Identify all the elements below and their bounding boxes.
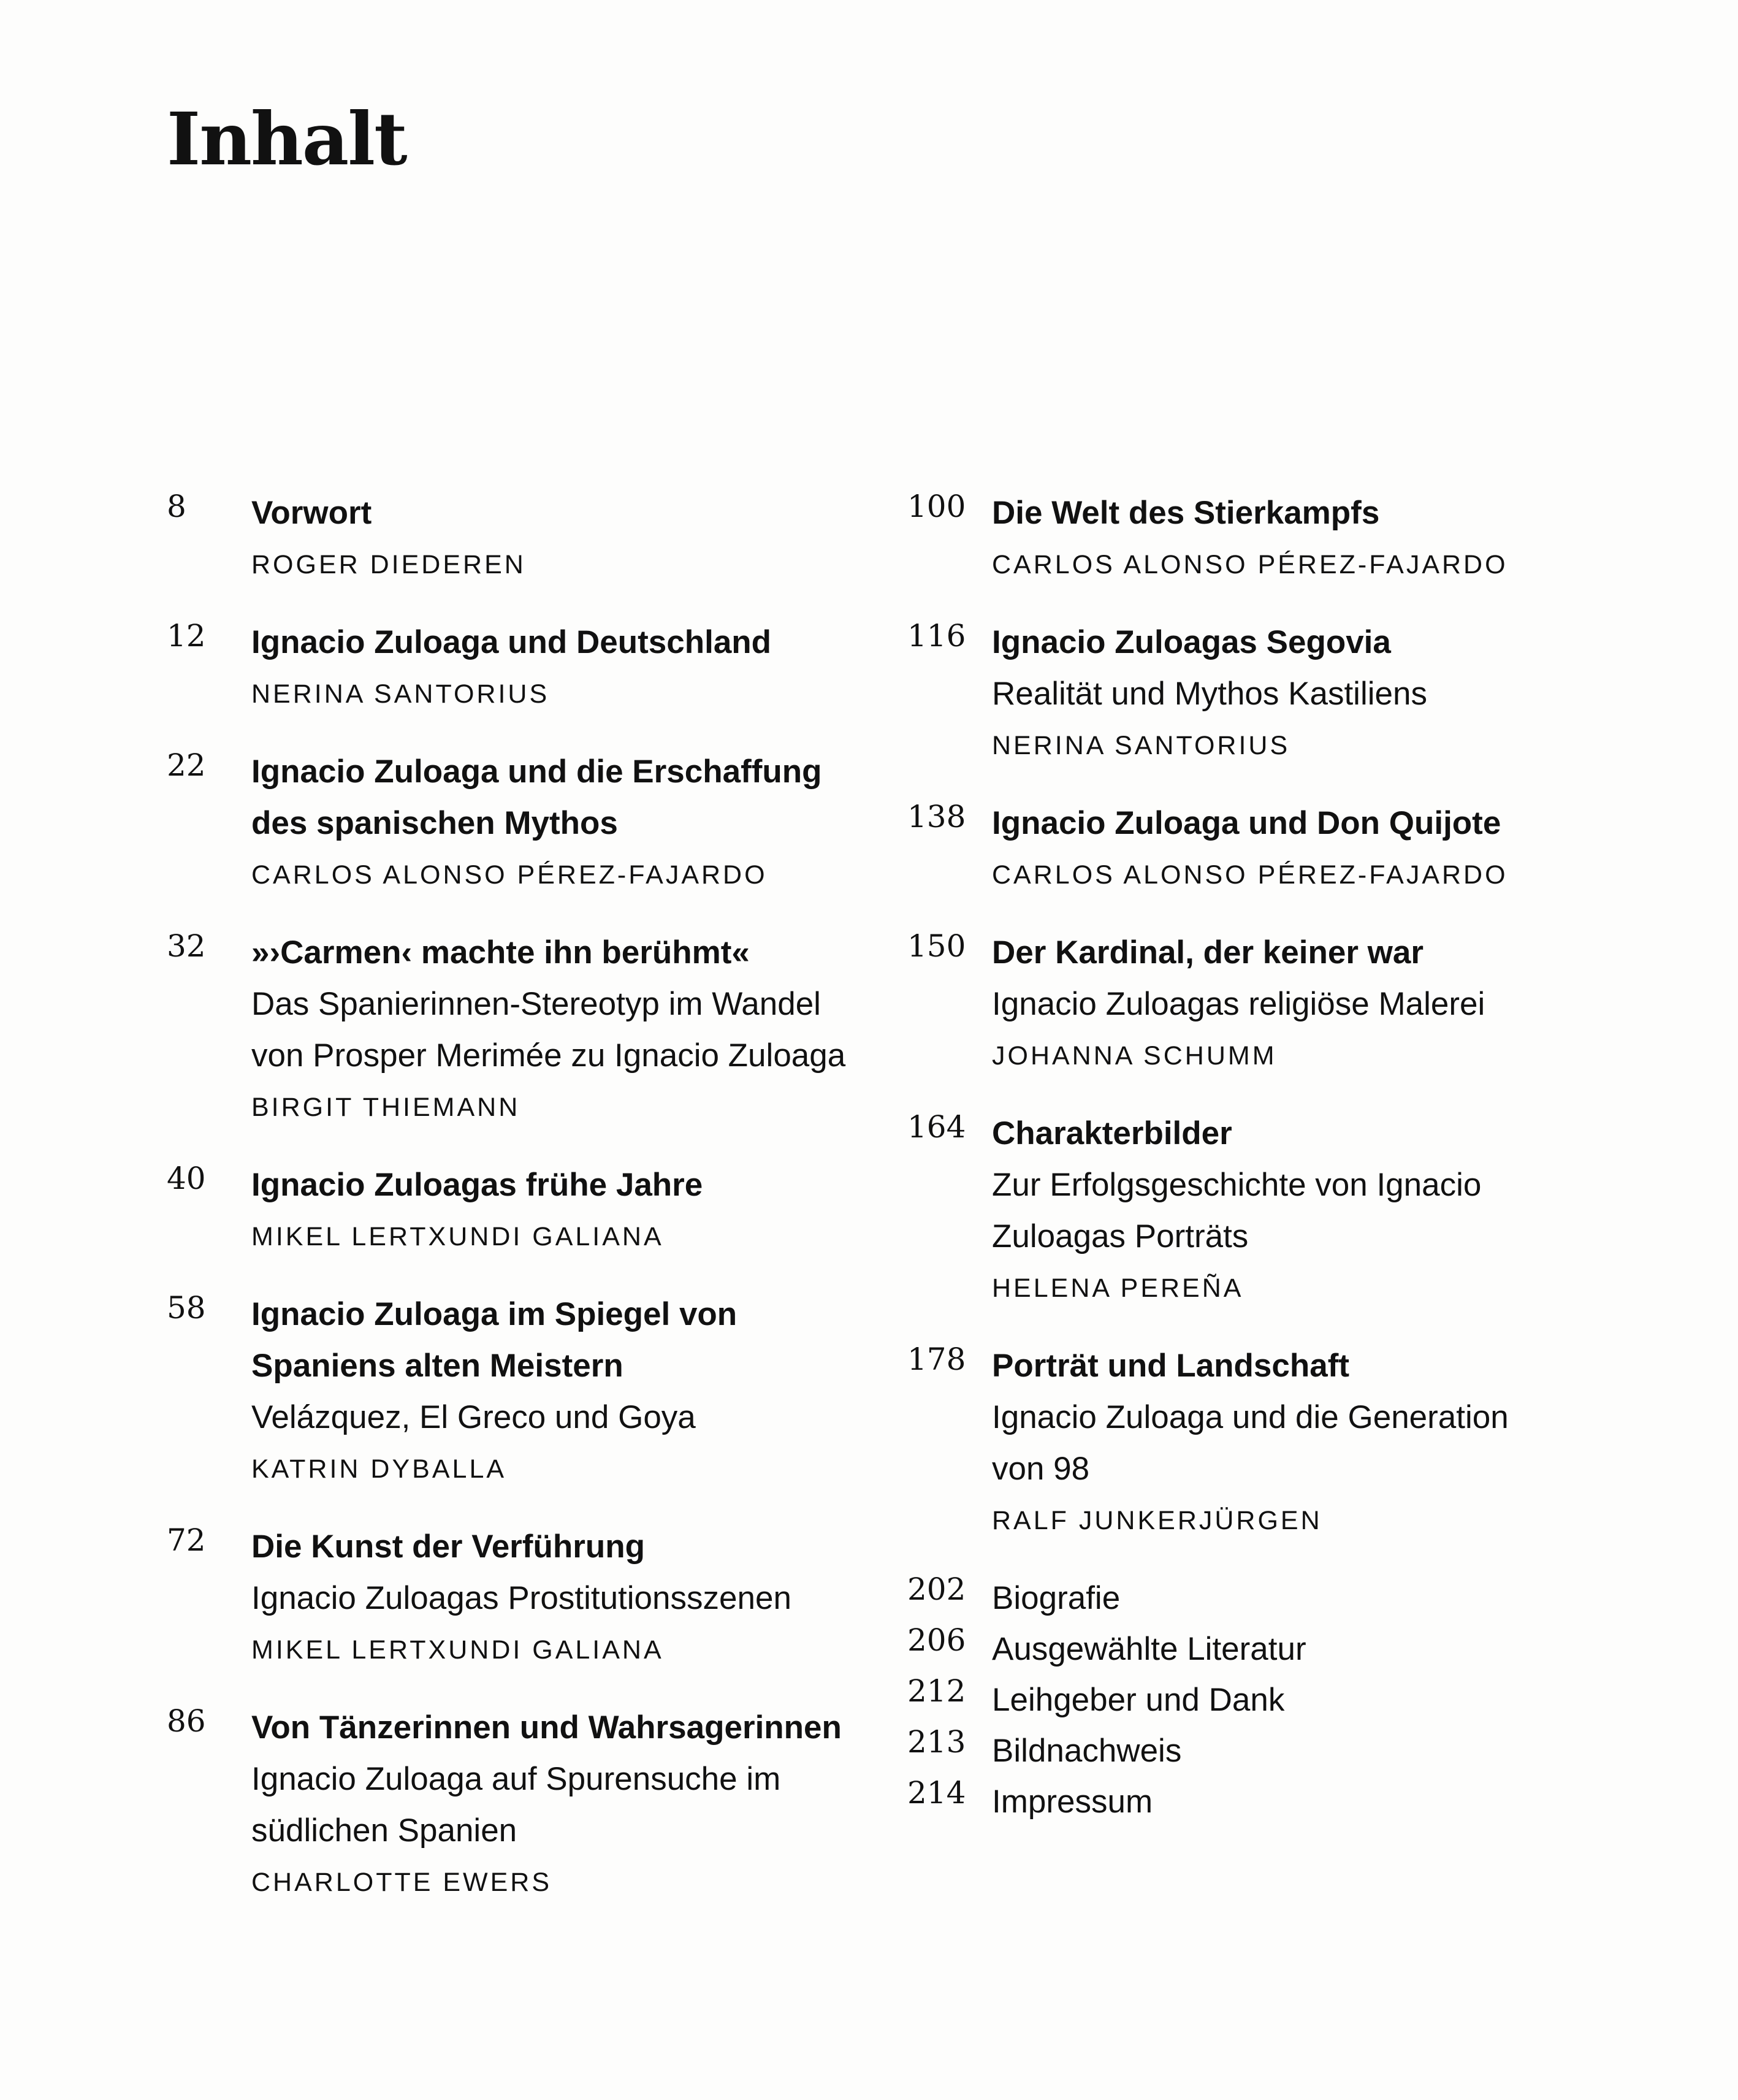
toc-entry[interactable] bbox=[907, 617, 1631, 771]
page-number: 72 bbox=[167, 1522, 206, 1558]
toc-entry[interactable] bbox=[907, 798, 1631, 901]
page-number: 164 bbox=[907, 1109, 966, 1145]
toc-entry[interactable] bbox=[167, 487, 853, 590]
appendix-item[interactable] bbox=[907, 1573, 1631, 1624]
toc-entry[interactable] bbox=[167, 1521, 853, 1676]
page-title: Inhalt bbox=[167, 96, 406, 181]
entry-subtitle: Velázquez, El Greco und Goya bbox=[251, 1399, 696, 1435]
page-number: 116 bbox=[907, 618, 966, 654]
page-number: 22 bbox=[167, 747, 206, 783]
entry-subtitle: Realität und Mythos Kastiliens bbox=[992, 676, 1427, 712]
toc-entry[interactable] bbox=[907, 1108, 1631, 1314]
entry-author: CARLOS ALONSO PÉREZ-FAJARDO bbox=[992, 550, 1508, 579]
appendix-list bbox=[907, 1573, 1631, 1827]
entry-title: Ignacio Zuloaga und Don Quijote bbox=[992, 805, 1501, 841]
entry-author: JOHANNA SCHUMM bbox=[992, 1041, 1277, 1071]
entry-subtitle: Das Spanierinnen-Stereotyp im Wandel bbox=[251, 986, 821, 1022]
page-number: 12 bbox=[167, 618, 206, 654]
toc-entry[interactable] bbox=[907, 927, 1631, 1082]
entry-title: Von Tänzerinnen und Wahrsagerinnen bbox=[251, 1709, 842, 1746]
entry-author: CARLOS ALONSO PÉREZ-FAJARDO bbox=[992, 860, 1508, 890]
entry-title: Ignacio Zuloaga und die Erschaffung bbox=[251, 754, 822, 790]
entry-title: Der Kardinal, der keiner war bbox=[992, 934, 1424, 971]
page-number: 178 bbox=[907, 1342, 966, 1377]
entry-subtitle: von 98 bbox=[992, 1451, 1090, 1487]
toc-right-column bbox=[907, 487, 1631, 1827]
page-number: 206 bbox=[907, 1622, 966, 1658]
page-number: 86 bbox=[167, 1703, 206, 1739]
appendix-label: Leihgeber und Dank bbox=[992, 1682, 1285, 1718]
toc-entry[interactable] bbox=[167, 746, 853, 901]
entry-subtitle: Ignacio Zuloaga auf Spurensuche im bbox=[251, 1761, 781, 1797]
entry-title: Charakterbilder bbox=[992, 1115, 1232, 1151]
entry-subtitle: Ignacio Zuloagas Prostitutionsszenen bbox=[251, 1580, 791, 1616]
entry-title: Ignacio Zuloaga im Spiegel von bbox=[251, 1296, 738, 1332]
entry-title: Ignacio Zuloagas Segovia bbox=[992, 624, 1391, 660]
entry-author: MIKEL LERTXUNDI GALIANA bbox=[251, 1635, 664, 1665]
entry-author: KATRIN DYBALLA bbox=[251, 1454, 507, 1484]
page-number: 32 bbox=[167, 928, 206, 964]
toc-entry[interactable] bbox=[167, 1702, 853, 1908]
entry-title: Die Welt des Stierkampfs bbox=[992, 495, 1380, 531]
entry-title: Vorwort bbox=[251, 495, 372, 531]
page-number: 100 bbox=[907, 489, 966, 524]
entry-author: BIRGIT THIEMANN bbox=[251, 1093, 520, 1122]
page-number: 8 bbox=[167, 489, 186, 524]
entry-author: CHARLOTTE EWERS bbox=[251, 1868, 552, 1897]
page-number: 150 bbox=[907, 928, 966, 964]
appendix-label: Biografie bbox=[992, 1580, 1121, 1616]
page-number: 40 bbox=[167, 1161, 206, 1196]
entry-title: Spaniens alten Meistern bbox=[251, 1348, 623, 1384]
entry-subtitle: südlichen Spanien bbox=[251, 1812, 517, 1849]
appendix-item[interactable] bbox=[907, 1776, 1631, 1827]
toc-entry[interactable] bbox=[167, 1289, 853, 1495]
entry-title: Ignacio Zuloaga und Deutschland bbox=[251, 624, 772, 660]
page-number: 212 bbox=[907, 1673, 966, 1709]
entry-author: HELENA PEREÑA bbox=[992, 1273, 1244, 1303]
toc-entry[interactable] bbox=[907, 1340, 1631, 1546]
appendix-item[interactable] bbox=[907, 1624, 1631, 1674]
page-number: 214 bbox=[907, 1775, 966, 1811]
appendix-item[interactable] bbox=[907, 1725, 1631, 1776]
toc-entry[interactable] bbox=[167, 1159, 853, 1262]
entry-author: NERINA SANTORIUS bbox=[992, 731, 1290, 760]
entry-subtitle: Zur Erfolgsgeschichte von Ignacio bbox=[992, 1167, 1482, 1203]
entry-title: Die Kunst der Verführung bbox=[251, 1529, 645, 1565]
page-number: 213 bbox=[907, 1724, 966, 1760]
entry-title: Porträt und Landschaft bbox=[992, 1348, 1350, 1384]
page-number: 202 bbox=[907, 1571, 966, 1607]
entry-subtitle: Ignacio Zuloaga und die Generation bbox=[992, 1399, 1509, 1435]
entry-author: RALF JUNKERJÜRGEN bbox=[992, 1506, 1322, 1535]
toc-entry[interactable] bbox=[907, 487, 1631, 590]
entry-author: MIKEL LERTXUNDI GALIANA bbox=[251, 1222, 664, 1251]
appendix-label: Impressum bbox=[992, 1784, 1153, 1820]
entry-author: ROGER DIEDEREN bbox=[251, 550, 526, 579]
entry-author: CARLOS ALONSO PÉREZ-FAJARDO bbox=[251, 860, 768, 890]
entry-title: Ignacio Zuloagas frühe Jahre bbox=[251, 1167, 703, 1203]
entry-subtitle: Ignacio Zuloagas religiöse Malerei bbox=[992, 986, 1485, 1022]
page-number: 58 bbox=[167, 1290, 206, 1326]
entry-subtitle: von Prosper Merimée zu Ignacio Zuloaga bbox=[251, 1037, 846, 1074]
page-number: 138 bbox=[907, 799, 966, 834]
entry-subtitle: Zuloagas Porträts bbox=[992, 1218, 1249, 1254]
appendix-item[interactable] bbox=[907, 1674, 1631, 1725]
entry-title: »›Carmen‹ machte ihn berühmt« bbox=[251, 934, 750, 971]
toc-entry[interactable] bbox=[167, 617, 853, 720]
appendix-label: Ausgewählte Literatur bbox=[992, 1631, 1306, 1667]
appendix-label: Bildnachweis bbox=[992, 1733, 1182, 1769]
entry-title: des spanischen Mythos bbox=[251, 805, 618, 841]
entry-author: NERINA SANTORIUS bbox=[251, 679, 550, 709]
toc-entry[interactable] bbox=[167, 927, 853, 1133]
toc-left-column bbox=[167, 487, 853, 1908]
